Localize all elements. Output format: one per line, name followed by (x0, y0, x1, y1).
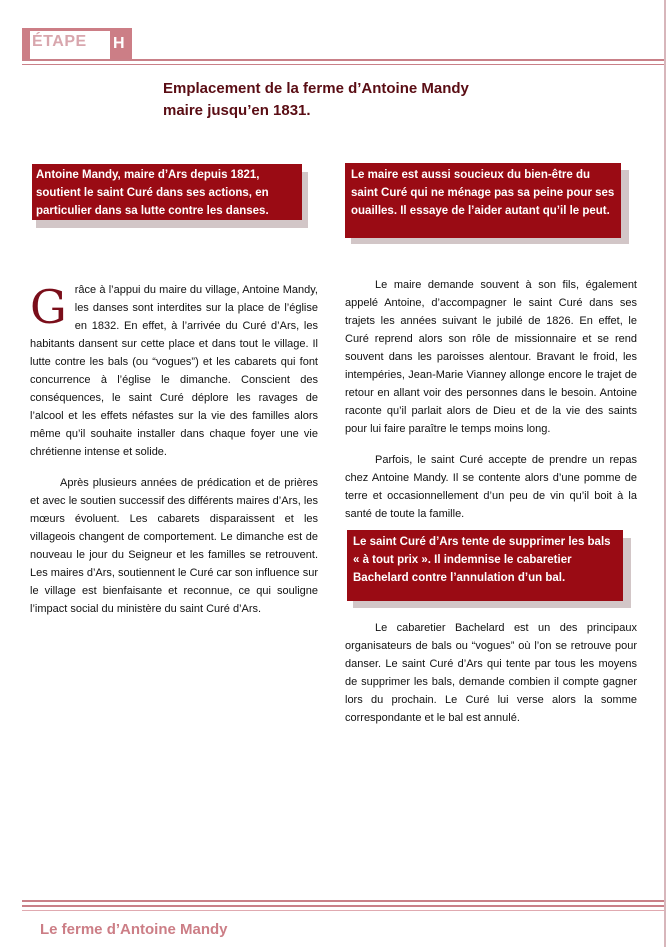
page-title-line2: maire jusqu’en 1831. (163, 102, 311, 119)
callout-mayor-care: Le maire est aussi soucieux du bien-être du saint Curé qui ne ménage pas sa peine pour ses ouailles. Il essaye de l’aider autant qu’il le peut. (345, 163, 621, 238)
footer-rule-thin (22, 910, 664, 911)
left-paragraph-1-text: râce à l’appui du maire du village, Antoine Mandy, les danses sont interdites sur la place de l’église en 1832. En effet, à l’arrivée du Curé d’Ars, les habitants dansent sur cette place et dans tout le village. Il lutte contre les bals (ou “vogues”) et les cabarets qui font concurrence à l’église le dimanche. Conscient des conséquences, le saint Curé déplore les ravages de l’alcool et les effets néfastes sur la vie des familles alors même qu’il souhaite installer dans chaque foyer une vie chrétienne intense et solide. (30, 284, 318, 458)
footer-rule (22, 905, 664, 907)
footer-rule (22, 900, 664, 902)
etape-label: ÉTAPE (32, 33, 87, 50)
left-paragraph-1 (30, 281, 318, 461)
right-paragraph-2: Parfois, le saint Curé accepte de prendre un repas chez Antoine Mandy. Il se contente alors d’une pomme de terre et occasionnellement d’un peu de vin qu’il boit à la santé de toute la famille. (345, 454, 637, 520)
left-column (30, 281, 318, 631)
right-paragraph-3: Le cabaretier Bachelard est un des principaux organisateurs de bals ou “vogues” où l’on se retrouve pour danser. Le saint Curé d’Ars qui tente par tous les moyens de supprimer les bals, demande combien il compte gagner lors du prochain. Le Curé lui verse alors la somme correspondante et le bal est annulé. (345, 622, 637, 724)
right-paragraph-1: Le maire demande souvent à son fils, également appelé Antoine, d’accompagner le saint Curé dans ses trajets les années suivant le jubilé de 1826. En effet, le Curé reprend alors son rôle de missionnaire et se rend souvent dans les paroisses alentour. Bravant le froid, les intempéries, Jean-Marie Vianney allonge encore le trajet de retour en allant voir des personnes dans le besoin. Antoine raconte qu’il parlait alors de Dieu et de la vie des saints pour lui faire paraître le temps moins long. (345, 279, 637, 435)
right-column (345, 276, 637, 536)
left-paragraph-2: Après plusieurs années de prédication et de prières et avec le soutien successif des différents maires d’Ars, les mœurs évoluent. Les cabarets disparaissent et les villageois changent de comportement. Le dimanche est de nouveau le jour du Seigneur et les familles se retrouvent. Les maires d’Ars, soutiennent le Curé car son influence sur le village est bienfaisante et reconnue, ce qui souligne l’impact social du ministère du saint Curé d’Ars. (30, 477, 318, 615)
footer-title: Le ferme d’Antoine Mandy (40, 921, 228, 938)
callout-mayor-support: Antoine Mandy, maire d’Ars depuis 1821, soutient le saint Curé dans ses actions, en particulier dans sa lutte contre les danses. (32, 164, 302, 220)
callout-bal-indemnity: Le saint Curé d’Ars tente de supprimer les bals « à tout prix ». Il indemnise le cabaretier Bachelard contre l’annulation d’un bal. (347, 530, 623, 601)
right-column-lower (345, 619, 637, 740)
page-right-border (664, 0, 666, 947)
drop-cap: G (30, 280, 67, 334)
etape-letter: H (113, 35, 125, 52)
page-title (163, 78, 543, 122)
header-rule-thin (22, 64, 664, 65)
page-title-line1: Emplacement de la ferme d’Antoine Mandy (163, 80, 469, 97)
header-rule (22, 59, 664, 61)
